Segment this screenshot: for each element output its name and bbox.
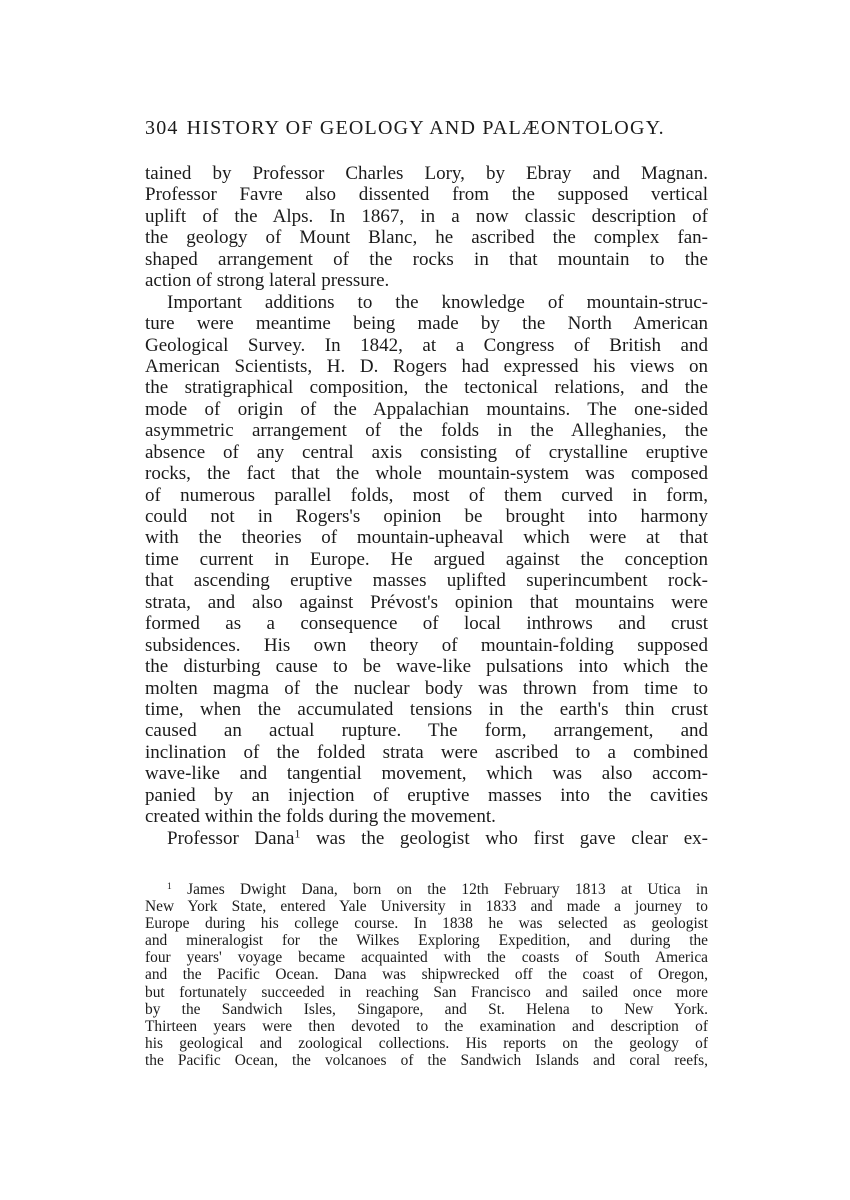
footnote-line: his geological and zoological collections. His reports on the geology of bbox=[145, 1034, 708, 1052]
last-line-end: was the geologist who first gave clear ex- bbox=[300, 827, 708, 849]
last-line-start: Professor Dana bbox=[167, 827, 295, 849]
body-line: the disturbing cause to be wave-like pulsations into which the bbox=[145, 656, 708, 678]
page-number: 304 bbox=[145, 117, 179, 139]
body-line: of numerous parallel folds, most of them curved in form, bbox=[145, 484, 708, 506]
footnote-line: by the Sandwich Isles, Singapore, and St. Helena to New York. bbox=[145, 1000, 708, 1018]
body-line: created within the folds during the movement. bbox=[145, 806, 496, 828]
body-line: ture were meantime being made by the North American bbox=[145, 313, 708, 335]
body-line: panied by an injection of eruptive masses into the cavities bbox=[145, 784, 708, 806]
body-line: strata, and also against Prévost's opinion that mountains were bbox=[145, 591, 708, 613]
body-line: Professor Favre also dissented from the supposed vertical bbox=[145, 184, 708, 206]
body-line: Important additions to the knowledge of mountain-struc- bbox=[167, 291, 708, 313]
body-line: could not in Rogers's opinion be brought into harmony bbox=[145, 506, 708, 527]
body-line: mode of origin of the Appalachian mountains. The one-sided bbox=[145, 398, 708, 420]
body-line: that ascending eruptive masses uplifted superincumbent rock- bbox=[145, 570, 708, 592]
footnote-line: and mineralogist for the Wilkes Exploring Expedition, and during the bbox=[145, 932, 708, 950]
footnote-line: New York State, entered Yale University in 1833 and made a journey to bbox=[145, 898, 708, 916]
body-line: action of strong lateral pressure. bbox=[145, 270, 390, 292]
footnote-line: but fortunately succeeded in reaching San Francisco and sailed once more bbox=[145, 983, 708, 1001]
body-line: American Scientists, H. D. Rogers had expressed his views on bbox=[145, 355, 708, 377]
body-line: the stratigraphical composition, the tectonical relations, and the bbox=[145, 377, 708, 399]
body-line: uplift of the Alps. In 1867, in a now classic description of bbox=[145, 205, 708, 227]
footnote-line: the Pacific Ocean, the volcanoes of the Sandwich Islands and coral reefs, bbox=[145, 1051, 708, 1069]
footnote-text: James Dwight Dana, born on the 12th February 1813 at Utica in bbox=[187, 881, 708, 898]
body-line: shaped arrangement of the rocks in that mountain to the bbox=[145, 248, 708, 270]
body-line: formed as a consequence of local inthrows and crust bbox=[145, 613, 708, 635]
body-line: the geology of Mount Blanc, he ascribed the complex fan- bbox=[145, 227, 708, 249]
running-head bbox=[145, 117, 710, 147]
footnote-line: Europe during his college course. In 1838 he was selected as geologist bbox=[145, 915, 708, 933]
body-text bbox=[145, 163, 708, 849]
body-line: subsidences. His own theory of mountain-folding supposed bbox=[145, 634, 708, 656]
body-line: tained by Professor Charles Lory, by Ebray and Magnan. bbox=[145, 163, 708, 184]
body-line: absence of any central axis consisting of crystalline eruptive bbox=[145, 441, 708, 463]
body-line: inclination of the folded strata were ascribed to a combined bbox=[145, 741, 708, 763]
footnote-mark: 1 bbox=[167, 880, 172, 892]
body-line: caused an actual rupture. The form, arrangement, and bbox=[145, 720, 708, 742]
footnote-line: Thirteen years were then devoted to the examination and description of bbox=[145, 1017, 708, 1035]
body-line: molten magma of the nuclear body was thrown from time to bbox=[145, 677, 708, 699]
footnote-line bbox=[145, 881, 708, 898]
body-line: time, when the accumulated tensions in the earth's thin crust bbox=[145, 698, 708, 720]
body-line: with the theories of mountain-upheaval which were at that bbox=[145, 527, 708, 549]
body-line: wave-like and tangential movement, which was also accom- bbox=[145, 763, 708, 785]
body-line: time current in Europe. He argued against the conception bbox=[145, 548, 708, 570]
footnote-reference: 1 bbox=[294, 827, 301, 841]
body-line: Geological Survey. In 1842, at a Congress of British and bbox=[145, 334, 708, 356]
footnote bbox=[145, 881, 708, 1069]
body-line: asymmetric arrangement of the folds in the Alleghanies, the bbox=[145, 420, 708, 442]
footnote-line: four years' voyage became acquainted with the coasts of South America bbox=[145, 949, 708, 967]
running-title: HISTORY OF GEOLOGY AND PALÆONTOLOGY. bbox=[186, 117, 665, 139]
footnote-line: and the Pacific Ocean. Dana was shipwrecked off the coast of Oregon, bbox=[145, 966, 708, 984]
body-line: rocks, the fact that the whole mountain-system was composed bbox=[145, 463, 708, 485]
body-line-last bbox=[145, 828, 708, 849]
